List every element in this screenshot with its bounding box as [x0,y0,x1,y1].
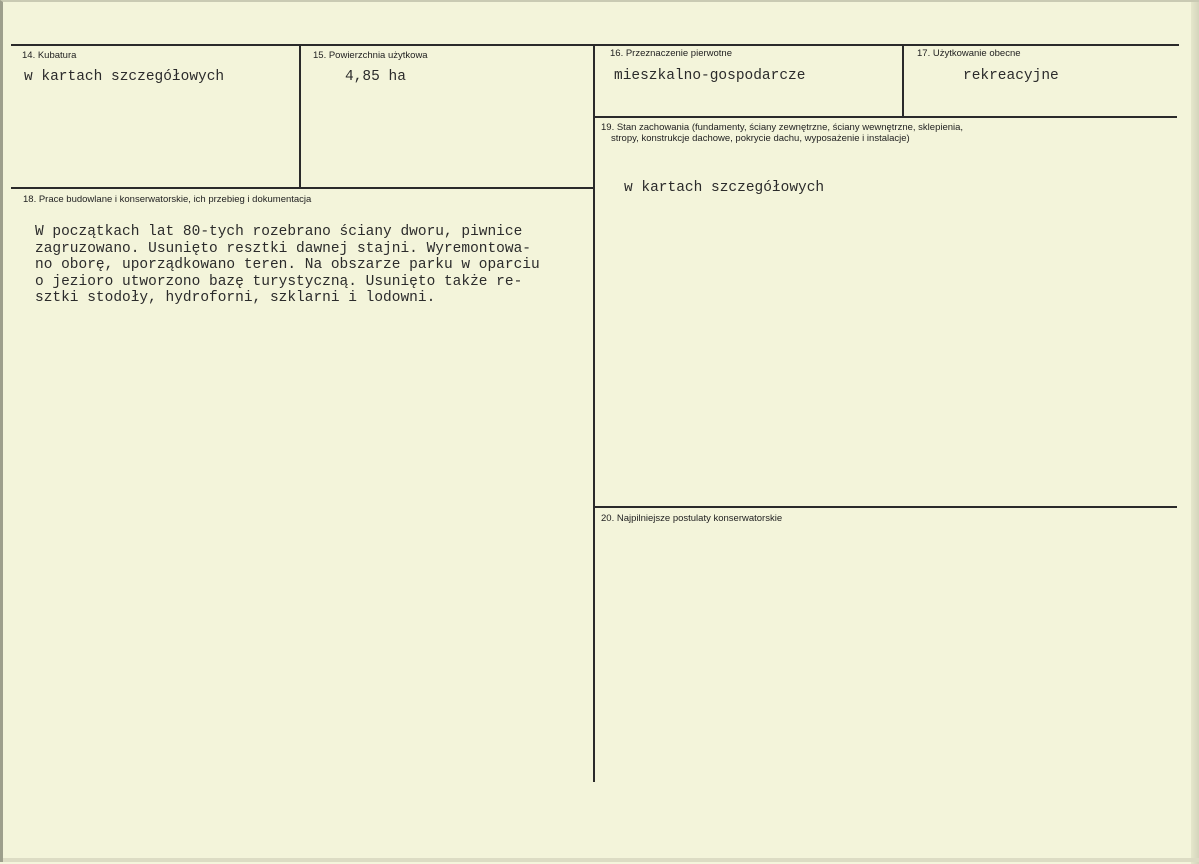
divider-14-15 [299,46,301,188]
rule-under-14-15 [11,187,594,189]
field-18-line: no oborę, uporządkowano teren. Na obszarze parku w oparciu [35,257,540,273]
rule-under-16-17 [595,116,1177,118]
field-18-line: zagruzowano. Usunięto resztki dawnej stajni. Wyremontowa- [35,240,531,257]
card-right-edge [1191,2,1199,864]
field-19-value: w kartach szczegółowych [624,180,825,196]
divider-16-17 [902,46,904,116]
field-14-value: w kartach szczegółowych [24,69,225,85]
field-19-label-line-1: 19. Stan zachowania (fundamenty, ściany zewnętrzne, ściany wewnętrzne, sklepienia, [601,122,964,133]
field-15-value: 4,85 ha [345,69,406,85]
divider-15-16 [593,46,595,782]
rule-under-19 [595,506,1177,508]
field-18-line: o jezioro utworzono bazę turystyczną. Usunięto także re- [35,273,523,290]
field-17-label: 17. Użytkowanie obecne [917,48,1021,59]
field-15-label: 15. Powierzchnia użytkowa [313,50,428,61]
top-rule [11,44,1179,46]
field-17-value: rekreacyjne [963,68,1059,84]
field-16-label: 16. Przeznaczenie pierwotne [610,48,732,59]
field-18-label: 18. Prace budowlane i konserwatorskie, ich przebieg i dokumentacja [23,194,312,205]
field-16-value: mieszkalno-gospodarcze [614,68,806,84]
field-19-label-line-2: stropy, konstrukcje dachowe, pokrycie dachu, wyposażenie i instalacje) [611,133,910,144]
field-18-line: sztki stodoły, hydroforni, szklarni i lodowni. [35,290,436,306]
field-20-label: 20. Najpilniejsze postulaty konserwatorskie [601,513,783,524]
card-bottom-edge [3,858,1199,862]
field-14-label: 14. Kubatura [22,50,77,61]
field-18-line: W początkach lat 80-tych rozebrano ściany dworu, piwnice [35,224,523,240]
